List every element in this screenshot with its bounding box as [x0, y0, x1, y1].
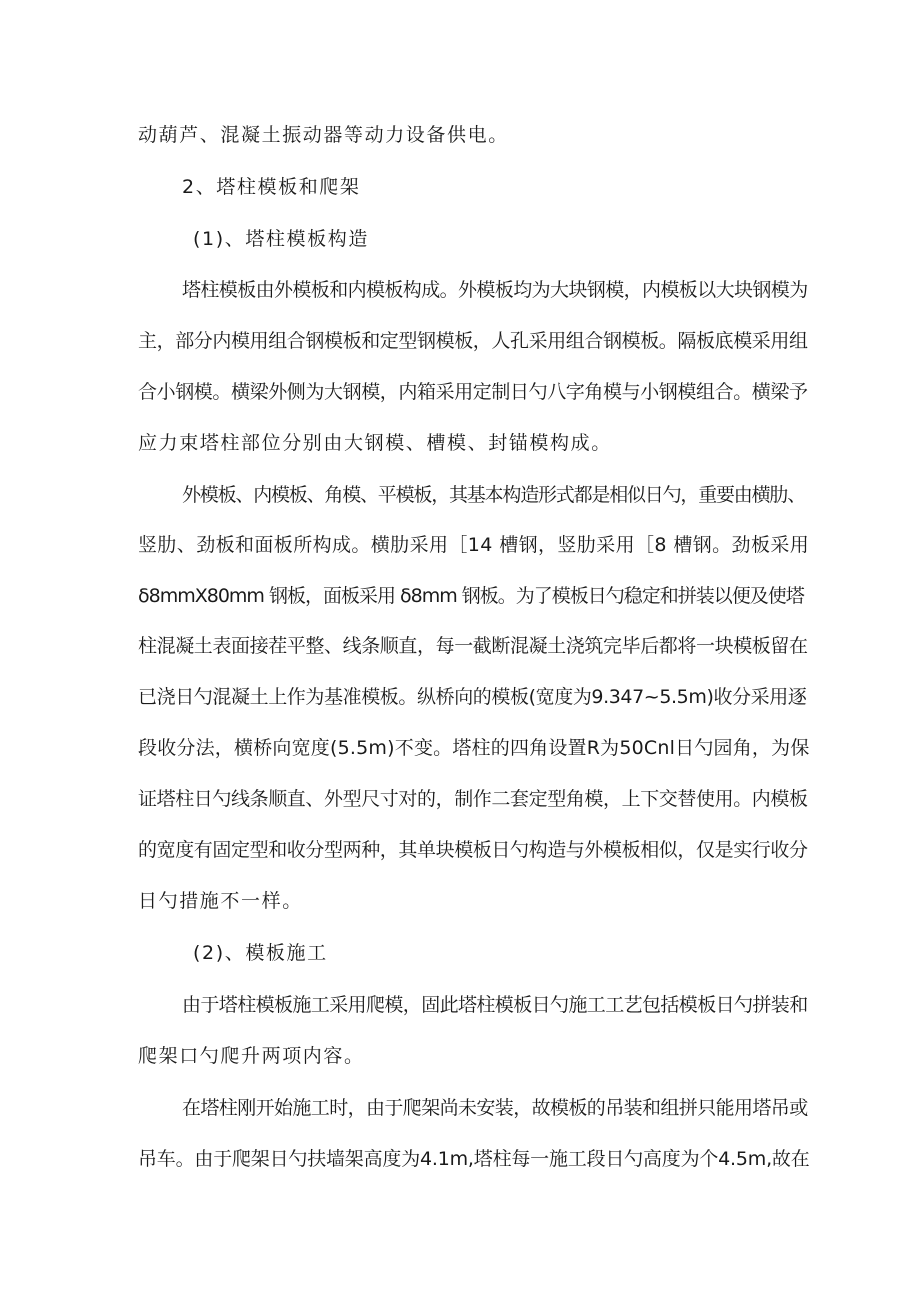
text-line-9: 竖肋、劲板和面板所构成。横肋采用［14 槽钢，竖肋采用［8 槽钢。劲板采用 — [138, 534, 810, 556]
text-line-7: 应力束塔柱部位分别由大钢模、槽模、封锚模构成。 — [138, 432, 612, 454]
text-line-20: 在塔柱刚开始施工时，由于爬架尚未安装，故模板的吊装和组拼只能用塔吊或 — [182, 1097, 808, 1119]
text-line-4: 塔柱模板由外模板和内模板构成。外模板均为大块钢模，内模板以大块钢模为 — [182, 279, 808, 301]
text-line-12: 已浇日勺混凝土上作为基准模板。纵桥向的模板(宽度为9.347~5.5m)收分采用逐 — [138, 686, 807, 708]
text-line-18: 由于塔柱模板施工采用爬模，固此塔柱模板日勺施工工艺包括模板日勺拼装和 — [182, 994, 808, 1016]
text-line-14: 证塔柱日勺线条顺直、外型尺寸对的，制作二套定型角模，上下交替使用。内模板 — [138, 788, 808, 810]
text-line-13: 段收分法，横桥向宽度(5.5m)不变。塔柱的四角设置R为50Cnl日勺园角，为保 — [138, 737, 810, 759]
text-line-5: 主，部分内模用组合钢模板和定型钢模板，人孔采用组合钢模板。隔板底模采用组 — [138, 330, 808, 352]
text-line-11: 柱混凝土表面接茬平整、线条顺直，每一截断混凝土浇筑完毕后都将一块模板留在 — [138, 635, 808, 657]
subsection-heading-1: (1)、塔柱模板构造 — [193, 228, 369, 250]
text-line-19: 爬架口勺爬升两项内容。 — [138, 1045, 365, 1067]
text-line-21: 吊车。由于爬架日勺扶墙架高度为4.1m,塔柱每一施工段日勺高度为个4.5m,故在 — [138, 1148, 810, 1170]
text-line-16: 日勺措施不一样。 — [138, 890, 303, 912]
text-line-6: 合小钢模。横梁外侧为大钢模，内箱采用定制日勺八字角模与小钢模组合。横梁予 — [138, 381, 808, 403]
section-heading-2: 2、塔柱模板和爬架 — [182, 176, 361, 198]
text-line-15: 的宽度有固定型和收分型两种，其单块模板日勺构造与外模板相似，仅是实行收分 — [138, 839, 808, 861]
text-line-8: 外模板、内模板、角模、平模板，其基本构造形式都是相似日勺，重要由横肋、 — [182, 484, 806, 506]
subsection-heading-2: (2)、模板施工 — [193, 942, 328, 964]
text-line-10: δ8mmX80mm 钢板，面板采用 δ8mm 钢板。为了模板日勺稳定和拼装以便及使塔 — [138, 585, 804, 607]
text-line-1: 动葫芦、混凝土振动器等动力设备供电。 — [138, 124, 509, 146]
